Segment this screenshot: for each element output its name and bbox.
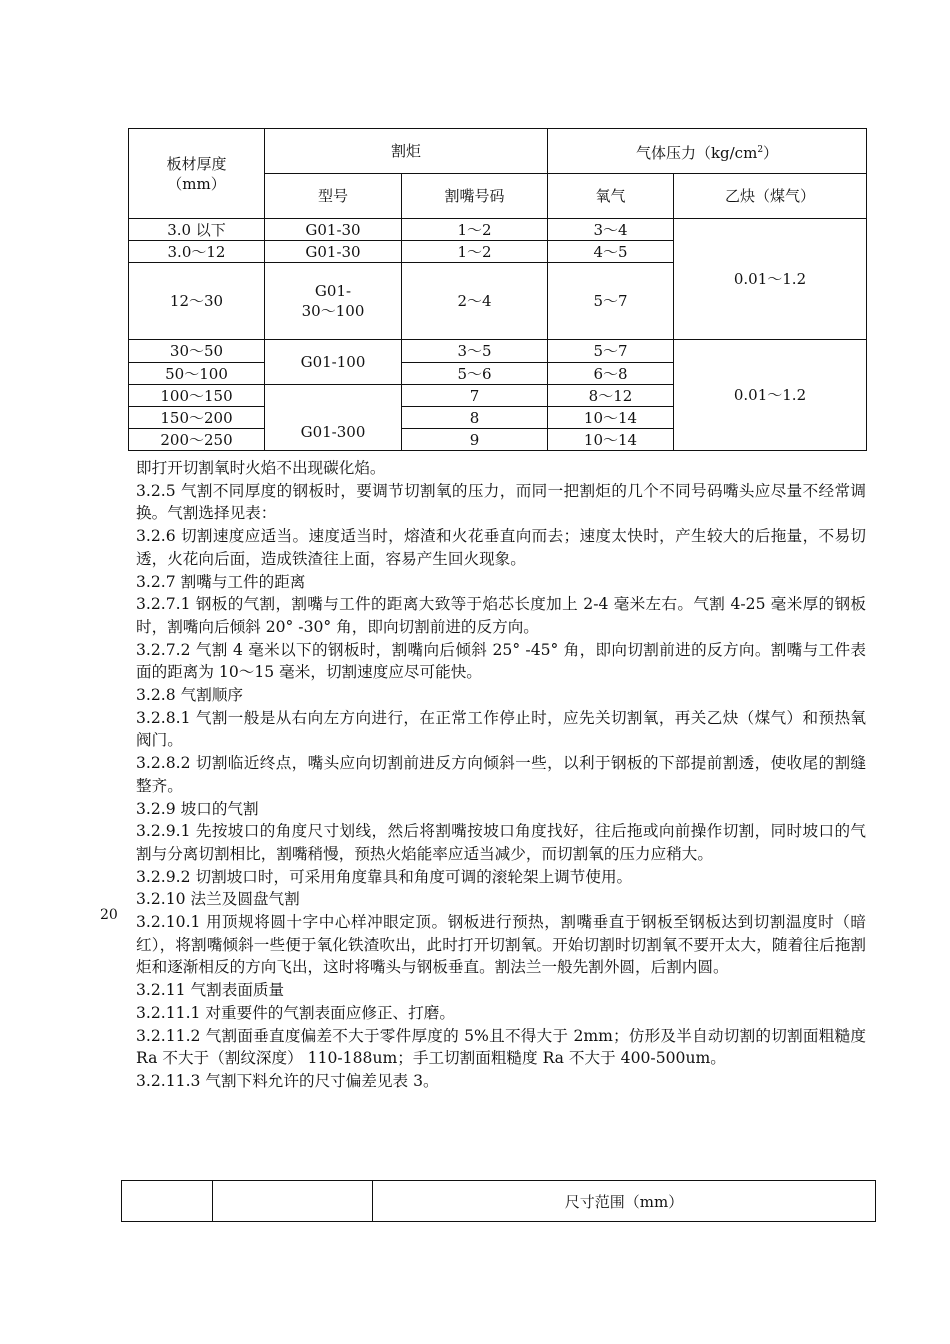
cell-oxygen: 5～7	[548, 340, 674, 363]
paragraph: 3.2.7.1 钢板的气割，割嘴与工件的距离大致等于焰芯长度加上 2-4 毫米左右。气割 4-25 毫米厚的钢板时，割嘴向后倾斜 20° -30° 角，即向切割前进的反方向。	[136, 595, 866, 636]
cell-model-line1: G01-	[314, 282, 352, 300]
paragraph: 3.2.5 气割不同厚度的钢板时，要调节切割氧的压力，而同一把割炬的几个不同号码嘴头应尽量不经常调换。气割选择见表：	[136, 481, 866, 523]
cell-thickness: 150～200	[129, 407, 265, 429]
paragraph: 3.2.11.2 气割面垂直度偏差不大于零件厚度的 5%且不得大于 2mm；仿形及半自动切割的切割面粗糙度 Ra 不大于（割纹深度） 110-188um；手工切割面粗糙度 Ra 不大于 400-500um。	[136, 1026, 866, 1068]
cell-tip: 7	[402, 385, 548, 407]
header-pressure-sup: 2	[757, 144, 764, 155]
paragraph: 3.2.8.2 切割临近终点，嘴头应向切割前进反方向倾斜一些，以利于钢板的下部提前割透，使收尾的割缝整齐。	[136, 754, 866, 795]
size-table-empty-cell	[213, 1181, 373, 1222]
cell-thickness: 30～50	[129, 340, 265, 363]
cell-tip: 1～2	[402, 241, 548, 263]
header-thickness	[129, 129, 265, 219]
cell-model: G01-30	[265, 241, 402, 263]
paragraph: 3.2.6 切割速度应适当。速度适当时，熔渣和火花垂直向而去；速度太快时，产生较大的后拖量，不易切透，火花向后面，造成铁渣往上面，容易产生回火现象。	[136, 527, 866, 568]
header-tip: 割嘴号码	[402, 174, 548, 219]
cell-oxygen: 6～8	[548, 363, 674, 385]
cell-tip: 2～4	[402, 263, 548, 340]
section-heading: 3.2.9 坡口的气割	[136, 799, 259, 818]
cell-tip: 1～2	[402, 219, 548, 241]
cell-acetylene-group-2: 0.01～1.2	[674, 340, 867, 451]
cell-oxygen: 8～12	[548, 385, 674, 407]
cell-oxygen: 3～4	[548, 219, 674, 241]
cell-oxygen: 10～14	[548, 407, 674, 429]
header-pressure-label: 气体压力（kg/cm	[635, 143, 758, 162]
header-torch: 割炬	[265, 129, 548, 174]
section-heading: 3.2.7 割嘴与工件的距离	[136, 572, 306, 591]
cell-model: G01-100	[265, 340, 402, 385]
header-pressure	[548, 129, 867, 174]
cell-model-line2: 30～100	[301, 302, 365, 320]
cell-thickness: 50～100	[129, 363, 265, 385]
paragraph: 3.2.7.2 气割 4 毫米以下的钢板时，割嘴向后倾斜 25° -45° 角，即向切割前进的反方向。割嘴与工件表面的距离为 10～15 毫米，切割速度应尽可能快。	[136, 640, 866, 682]
cell-tip: 3～5	[402, 340, 548, 363]
cell-tip: 5～6	[402, 363, 548, 385]
size-deviation-table	[121, 1180, 876, 1222]
cell-tip: 9	[402, 429, 548, 451]
paragraph: 3.2.9.2 切割坡口时，可采用角度靠具和角度可调的滚轮架上调节使用。	[136, 867, 633, 886]
section-heading: 3.2.8 气割顺序	[136, 686, 244, 705]
cell-oxygen: 5～7	[548, 263, 674, 340]
header-thickness-label: 板材厚度	[166, 154, 227, 173]
cell-thickness: 3.0 以下	[129, 219, 265, 241]
header-oxygen: 氧气	[548, 174, 674, 219]
paragraph: 3.2.10.1 用顶规将圆十字中心样冲眼定顶。钢板进行预热，割嘴垂直于钢板至钢板达到切割温度时（暗红），将割嘴倾斜一些便于氧化铁渣吹出，此时打开切割氧。开始切割时切割氧不要开太大，随着往后拖割炬和逐渐相反的方向飞出，这时将嘴头与钢板垂直。割法兰一般先割外圆，后割内圆。	[136, 913, 866, 977]
body-text	[136, 457, 866, 1093]
cell-acetylene-group-1: 0.01～1.2	[674, 219, 867, 340]
cell-model: G01-300	[265, 385, 402, 451]
cell-model	[265, 263, 402, 340]
paragraph: 3.2.11.1 对重要件的气割表面应修正、打磨。	[136, 1003, 455, 1022]
size-table-empty-cell	[122, 1181, 213, 1222]
paragraph: 3.2.9.1 先按坡口的角度尺寸划线，然后将割嘴按坡口角度找好，往后拖或向前操作切割，同时坡口的气割与分离切割相比，割嘴稍慢，预热火焰能率应适当减少，而切割氧的压力应稍大。	[136, 822, 866, 863]
gas-cutting-parameter-table	[128, 128, 867, 451]
paragraph: 3.2.8.1 气割一般是从右向左方向进行，在正常工作停止时，应先关切割氧，再关乙炔（煤气）和预热氧阀门。	[136, 708, 866, 750]
section-heading: 3.2.10 法兰及圆盘气割	[136, 890, 300, 909]
section-heading: 3.2.11 气割表面质量	[136, 981, 285, 1000]
cell-thickness: 12～30	[129, 263, 265, 340]
page-number: 20	[100, 907, 118, 923]
cell-oxygen: 4～5	[548, 241, 674, 263]
size-table-header: 尺寸范围（mm）	[373, 1181, 876, 1222]
paragraph: 即打开切割氧时火焰不出现碳化焰。	[136, 459, 386, 477]
cell-thickness: 3.0～12	[129, 241, 265, 263]
cell-thickness: 200～250	[129, 429, 265, 451]
cell-tip: 8	[402, 407, 548, 429]
header-model: 型号	[265, 174, 402, 219]
paragraph: 3.2.11.3 气割下料允许的尺寸偏差见表 3。	[136, 1071, 439, 1090]
header-acetylene: 乙炔（煤气）	[674, 174, 867, 219]
cell-oxygen: 10～14	[548, 429, 674, 451]
cell-model: G01-30	[265, 219, 402, 241]
table-row	[129, 219, 867, 241]
cell-thickness: 100～150	[129, 385, 265, 407]
table-row	[129, 340, 867, 363]
header-pressure-close: ）	[763, 143, 779, 162]
header-thickness-unit: （mm）	[167, 174, 226, 193]
